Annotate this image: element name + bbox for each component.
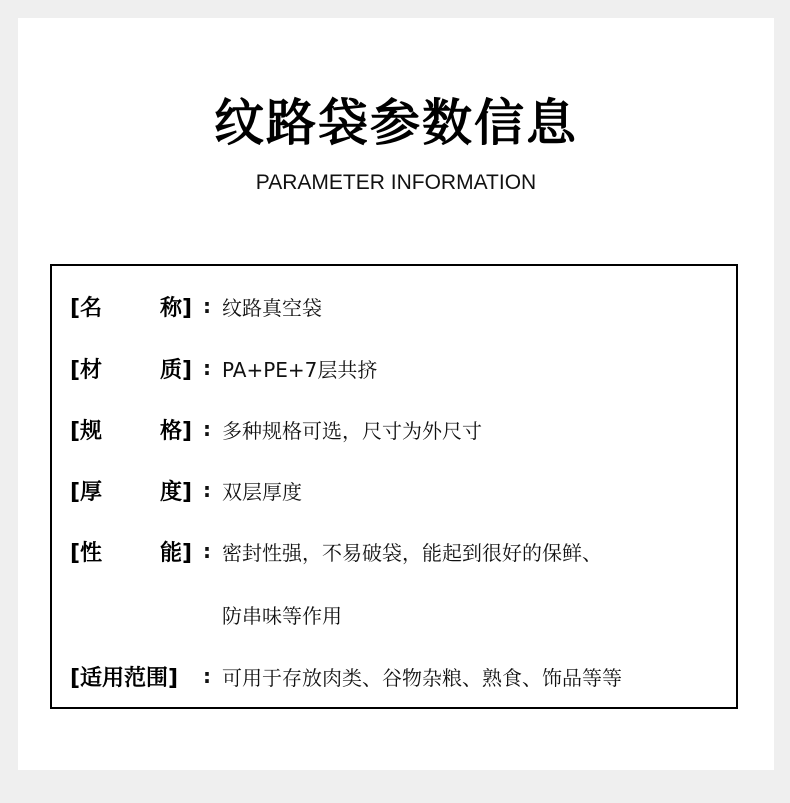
page-subtitle: PARAMETER INFORMATION [255, 171, 537, 194]
param-row-performance-cont [70, 597, 730, 631]
parameter-table [50, 264, 738, 709]
param-row-material [70, 351, 730, 385]
param-colon: : [203, 356, 211, 380]
param-value: 可用于存放肉类、谷物杂粮、熟食、饰品等等 [222, 665, 622, 690]
param-value: 密封性强，不易破袋，能起到很好的保鲜、 [222, 540, 602, 565]
param-value: 多种规格可选，尺寸为外尺寸 [222, 418, 482, 443]
param-value: PA+PE+7层共挤 [222, 357, 378, 382]
param-value: 双层厚度 [222, 479, 302, 504]
parameter-card [18, 18, 774, 770]
param-value-continued: 防串味等作用 [222, 603, 342, 628]
param-label: [性 能] [70, 540, 192, 566]
param-colon: : [203, 539, 211, 563]
param-label: [规 格] [70, 418, 192, 444]
page-title: 纹路袋参数信息 [214, 94, 578, 152]
param-colon: : [203, 664, 211, 688]
param-label: [适用范围] [70, 665, 179, 691]
param-label: [名 称] [70, 295, 192, 321]
param-colon: : [203, 417, 211, 441]
param-colon: : [203, 478, 211, 502]
param-row-usage [70, 659, 730, 693]
param-row-spec [70, 412, 730, 446]
param-row-thickness [70, 473, 730, 507]
param-row-name [70, 289, 730, 323]
param-label: [材 质] [70, 357, 192, 383]
param-label: [厚 度] [70, 479, 192, 505]
param-row-performance [70, 534, 730, 568]
param-value: 纹路真空袋 [222, 295, 322, 320]
param-colon: : [203, 294, 211, 318]
